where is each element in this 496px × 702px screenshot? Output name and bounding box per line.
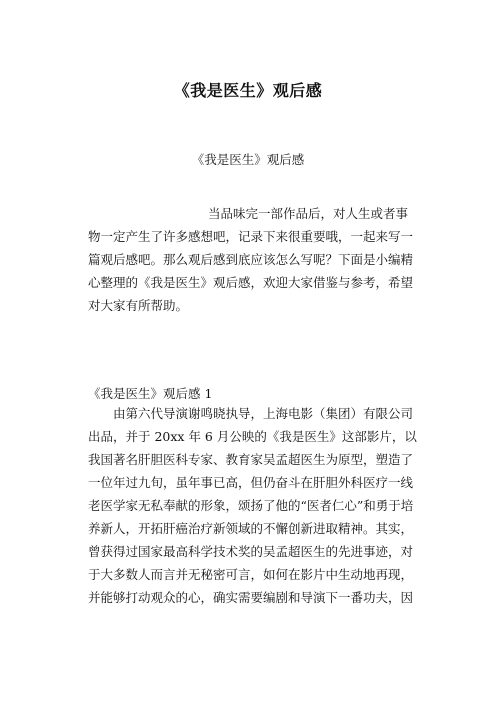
body-line: 一位年过九旬，虽年事已高，但仍奋斗在肝胆外科医疗一线 [88,475,414,490]
document-title: 《我是医生》观后感 [173,81,323,100]
body-line: 曾获得过国家最高科学技术奖的吴孟超医生的先进事迹，对 [88,544,414,559]
intro-line: 篇观后感吧。那么观后感到底应该怎么写呢？下面是小编精 [88,252,414,267]
intro-line: 当品味完一部作品后，对人生或者事 [208,206,409,221]
body-line: 我国著名肝胆医科专家、教育家吴孟超医生为原型，塑造了 [88,452,414,467]
intro-paragraph [88,202,423,317]
body-line: 由第六代导演谢鸣晓执导，上海电影（集团）有限公司 [113,406,414,421]
body-line: 于大多数人而言并无秘密可言，如何在影片中生动地再现， [88,567,414,582]
intro-line: 对大家有所帮助。 [88,298,189,313]
body-line: 出品，并于 20xx 年 6 月公映的《我是医生》这部影片，以 [88,429,417,444]
body-line: 老医学家无私奉献的形象，颂扬了他的“医者仁心”和勇于培 [88,498,414,513]
body-paragraph [88,402,423,609]
intro-line: 物一定产生了许多感想吧，记录下来很重要哦，一起来写一 [88,229,414,244]
body-line: 养新人，开拓肝癌治疗新领域的不懈创新进取精神。其实， [88,521,414,536]
body-line: 并能够打动观众的心，确实需要编剧和导演下一番功夫，因 [88,590,414,605]
document-subtitle: 《我是医生》观后感 [191,152,305,167]
section-heading: 《我是医生》观后感 1 [88,386,213,401]
intro-line: 心整理的《我是医生》观后感，欢迎大家借鉴与参考，希望 [88,275,414,290]
